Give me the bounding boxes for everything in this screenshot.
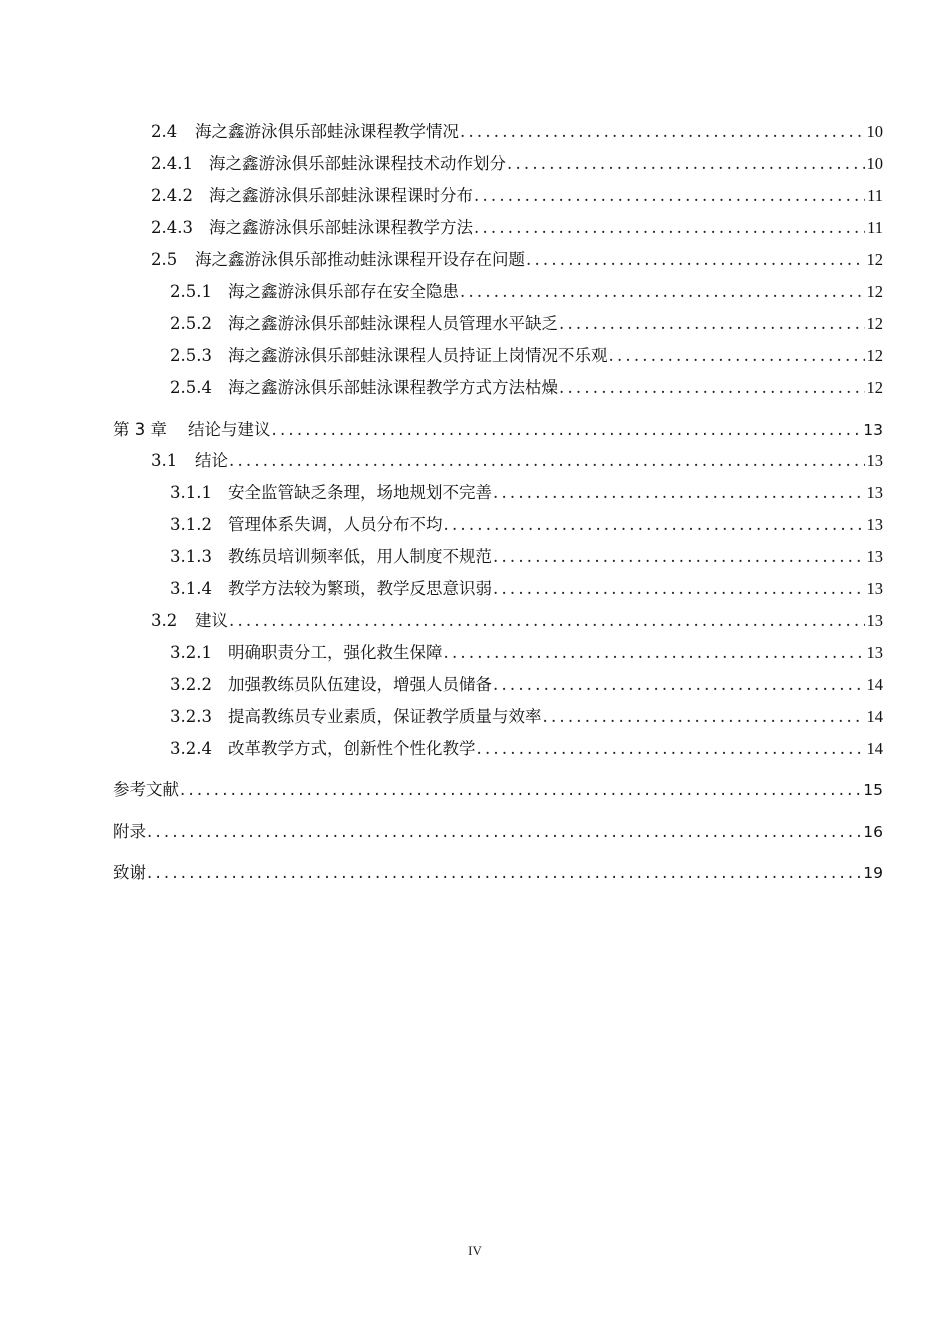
toc-entry-3-1-1[interactable] [170,482,883,504]
toc-entry-page: 13 [866,451,883,470]
toc-entry-title: 安全监管缺乏条理，场地规划不完善 [228,483,492,502]
toc-entry-title: 海之鑫游泳俱乐部存在安全隐患 [228,282,459,301]
toc-entry-number: 3.1.4 [170,579,212,598]
toc-entry-2-5-4[interactable] [170,377,883,399]
toc-entry-page: 15 [863,781,883,799]
toc-entry-title: 海之鑫游泳俱乐部推动蛙泳课程开设存在问题 [195,250,525,269]
toc-entry-title: 结论与建议 [188,420,271,439]
toc-entry-2-5-1[interactable] [170,281,883,303]
toc-entry-page: 10 [866,122,883,141]
toc-entry-title: 海之鑫游泳俱乐部蛙泳课程人员持证上岗情况不乐观 [228,346,608,365]
toc-entry-number: 3.1.3 [170,547,212,566]
toc-entry-title: 管理体系失调，人员分布不均 [228,515,443,534]
toc-entry-page: 14 [866,739,883,758]
toc-entry-number: 3.2.1 [170,643,212,662]
toc-entry-page: 13 [866,547,883,566]
toc-entry-title: 附录 [113,822,146,841]
toc-entry-title: 海之鑫游泳俱乐部蛙泳课程课时分布 [209,186,473,205]
toc-entry-title: 教学方法较为繁琐，教学反思意识弱 [228,579,492,598]
toc-dot-leader [477,738,865,760]
toc-entry-acknowledgements[interactable] [113,862,883,884]
toc-dot-leader [493,546,865,568]
toc-entry-number: 3.2 [151,611,178,630]
toc-entry-appendix[interactable] [113,821,883,843]
toc-dot-leader [493,482,865,504]
toc-entry-references[interactable] [113,779,883,801]
toc-entry-page: 13 [866,579,883,598]
toc-entry-page: 11 [867,218,883,237]
toc-entry-title: 海之鑫游泳俱乐部蛙泳课程人员管理水平缺乏 [228,314,558,333]
toc-entry-number: 3.2.3 [170,707,212,726]
toc-entry-number: 2.4 [151,122,178,141]
toc-dot-leader [229,450,865,472]
toc-entry-3-1-2[interactable] [170,514,883,536]
toc-entry-page: 19 [863,864,883,882]
toc-dot-leader [507,153,865,175]
page-footer-number: IV [468,1243,482,1258]
toc-dot-leader [559,313,865,335]
toc-entry-page: 12 [866,314,883,333]
toc-entry-title: 致谢 [113,863,146,882]
toc-entry-number: 3.2.2 [170,675,212,694]
toc-entry-3-2-3[interactable] [170,706,883,728]
toc-entry-page: 16 [863,823,883,841]
toc-entry-chapter-3[interactable] [113,419,883,441]
toc-entry-2-4-1[interactable] [151,153,883,175]
toc-entry-page: 13 [866,483,883,502]
toc-entry-page: 10 [866,154,883,173]
toc-entry-page: 12 [866,378,883,397]
toc-entry-3-2-1[interactable] [170,642,883,664]
toc-dot-leader [526,249,865,271]
toc-dot-leader [493,674,865,696]
toc-entry-page: 14 [866,707,883,726]
toc-dot-leader [493,578,865,600]
toc-dot-leader [180,779,861,801]
toc-entry-3-2-4[interactable] [170,738,883,760]
toc-dot-leader [474,185,865,207]
toc-entry-title: 参考文献 [113,780,179,799]
toc-dot-leader [460,281,865,303]
toc-dot-leader [444,642,865,664]
toc-entry-number: 2.5.4 [170,378,212,397]
toc-entry-number: 3.1 [151,451,178,470]
toc-dot-leader [229,610,865,632]
toc-entry-page: 13 [863,421,883,439]
toc-entry-3-2[interactable] [151,610,883,632]
toc-dot-leader [147,821,861,843]
toc-entry-number: 2.5 [151,250,178,269]
toc-dot-leader [444,514,865,536]
toc-entry-2-5[interactable] [151,249,883,271]
toc-entry-number: 2.4.3 [151,218,193,237]
toc-entry-title: 提高教练员专业素质，保证教学质量与效率 [228,707,542,726]
toc-entry-2-4-3[interactable] [151,217,883,239]
toc-entry-2-5-2[interactable] [170,313,883,335]
toc-entry-3-2-2[interactable] [170,674,883,696]
toc-entry-number: 3.2.4 [170,739,212,758]
toc-entry-2-4-2[interactable] [151,185,883,207]
toc-entry-number: 2.5.2 [170,314,212,333]
toc-entry-title: 海之鑫游泳俱乐部蛙泳课程教学方法 [209,218,473,237]
toc-dot-leader [559,377,865,399]
toc-entry-title: 海之鑫游泳俱乐部蛙泳课程教学情况 [195,122,459,141]
toc-entry-title: 结论 [195,451,228,470]
toc-dot-leader [272,419,862,441]
toc-entry-3-1-4[interactable] [170,578,883,600]
toc-entry-number: 3.1.1 [170,483,212,502]
toc-dot-leader [460,121,865,143]
toc-entry-3-1[interactable] [151,450,883,472]
toc-entry-title: 教练员培训频率低，用人制度不规范 [228,547,492,566]
toc-entry-2-4[interactable] [151,121,883,143]
toc-entry-number: 2.5.3 [170,346,212,365]
toc-entry-title: 海之鑫游泳俱乐部蛙泳课程技术动作划分 [209,154,506,173]
toc-entry-3-1-3[interactable] [170,546,883,568]
toc-entry-title: 建议 [195,611,228,630]
toc-entry-page: 12 [866,250,883,269]
toc-entry-number: 3.1.2 [170,515,212,534]
toc-entry-number: 2.4.2 [151,186,193,205]
toc-dot-leader [147,862,861,884]
toc-entry-title: 明确职责分工，强化救生保障 [228,643,443,662]
toc-entry-number: 2.4.1 [151,154,193,173]
toc-entry-title: 海之鑫游泳俱乐部蛙泳课程教学方式方法枯燥 [228,378,558,397]
toc-entry-page: 14 [866,675,883,694]
toc-dot-leader [609,345,865,367]
toc-entry-title: 改革教学方式，创新性个性化教学 [228,739,476,758]
toc-entry-2-5-3[interactable] [170,345,883,367]
toc-entry-title: 加强教练员队伍建设，增强人员储备 [228,675,492,694]
toc-dot-leader [543,706,865,728]
toc-entry-number: 2.5.1 [170,282,212,301]
toc-entry-number: 第 3 章 [113,420,167,439]
toc-entry-page: 13 [866,515,883,534]
toc-entry-page: 11 [867,186,883,205]
toc-entry-page: 13 [866,643,883,662]
toc-entry-page: 12 [866,282,883,301]
toc-entry-page: 13 [866,611,883,630]
toc-entry-page: 12 [866,346,883,365]
toc-dot-leader [474,217,865,239]
